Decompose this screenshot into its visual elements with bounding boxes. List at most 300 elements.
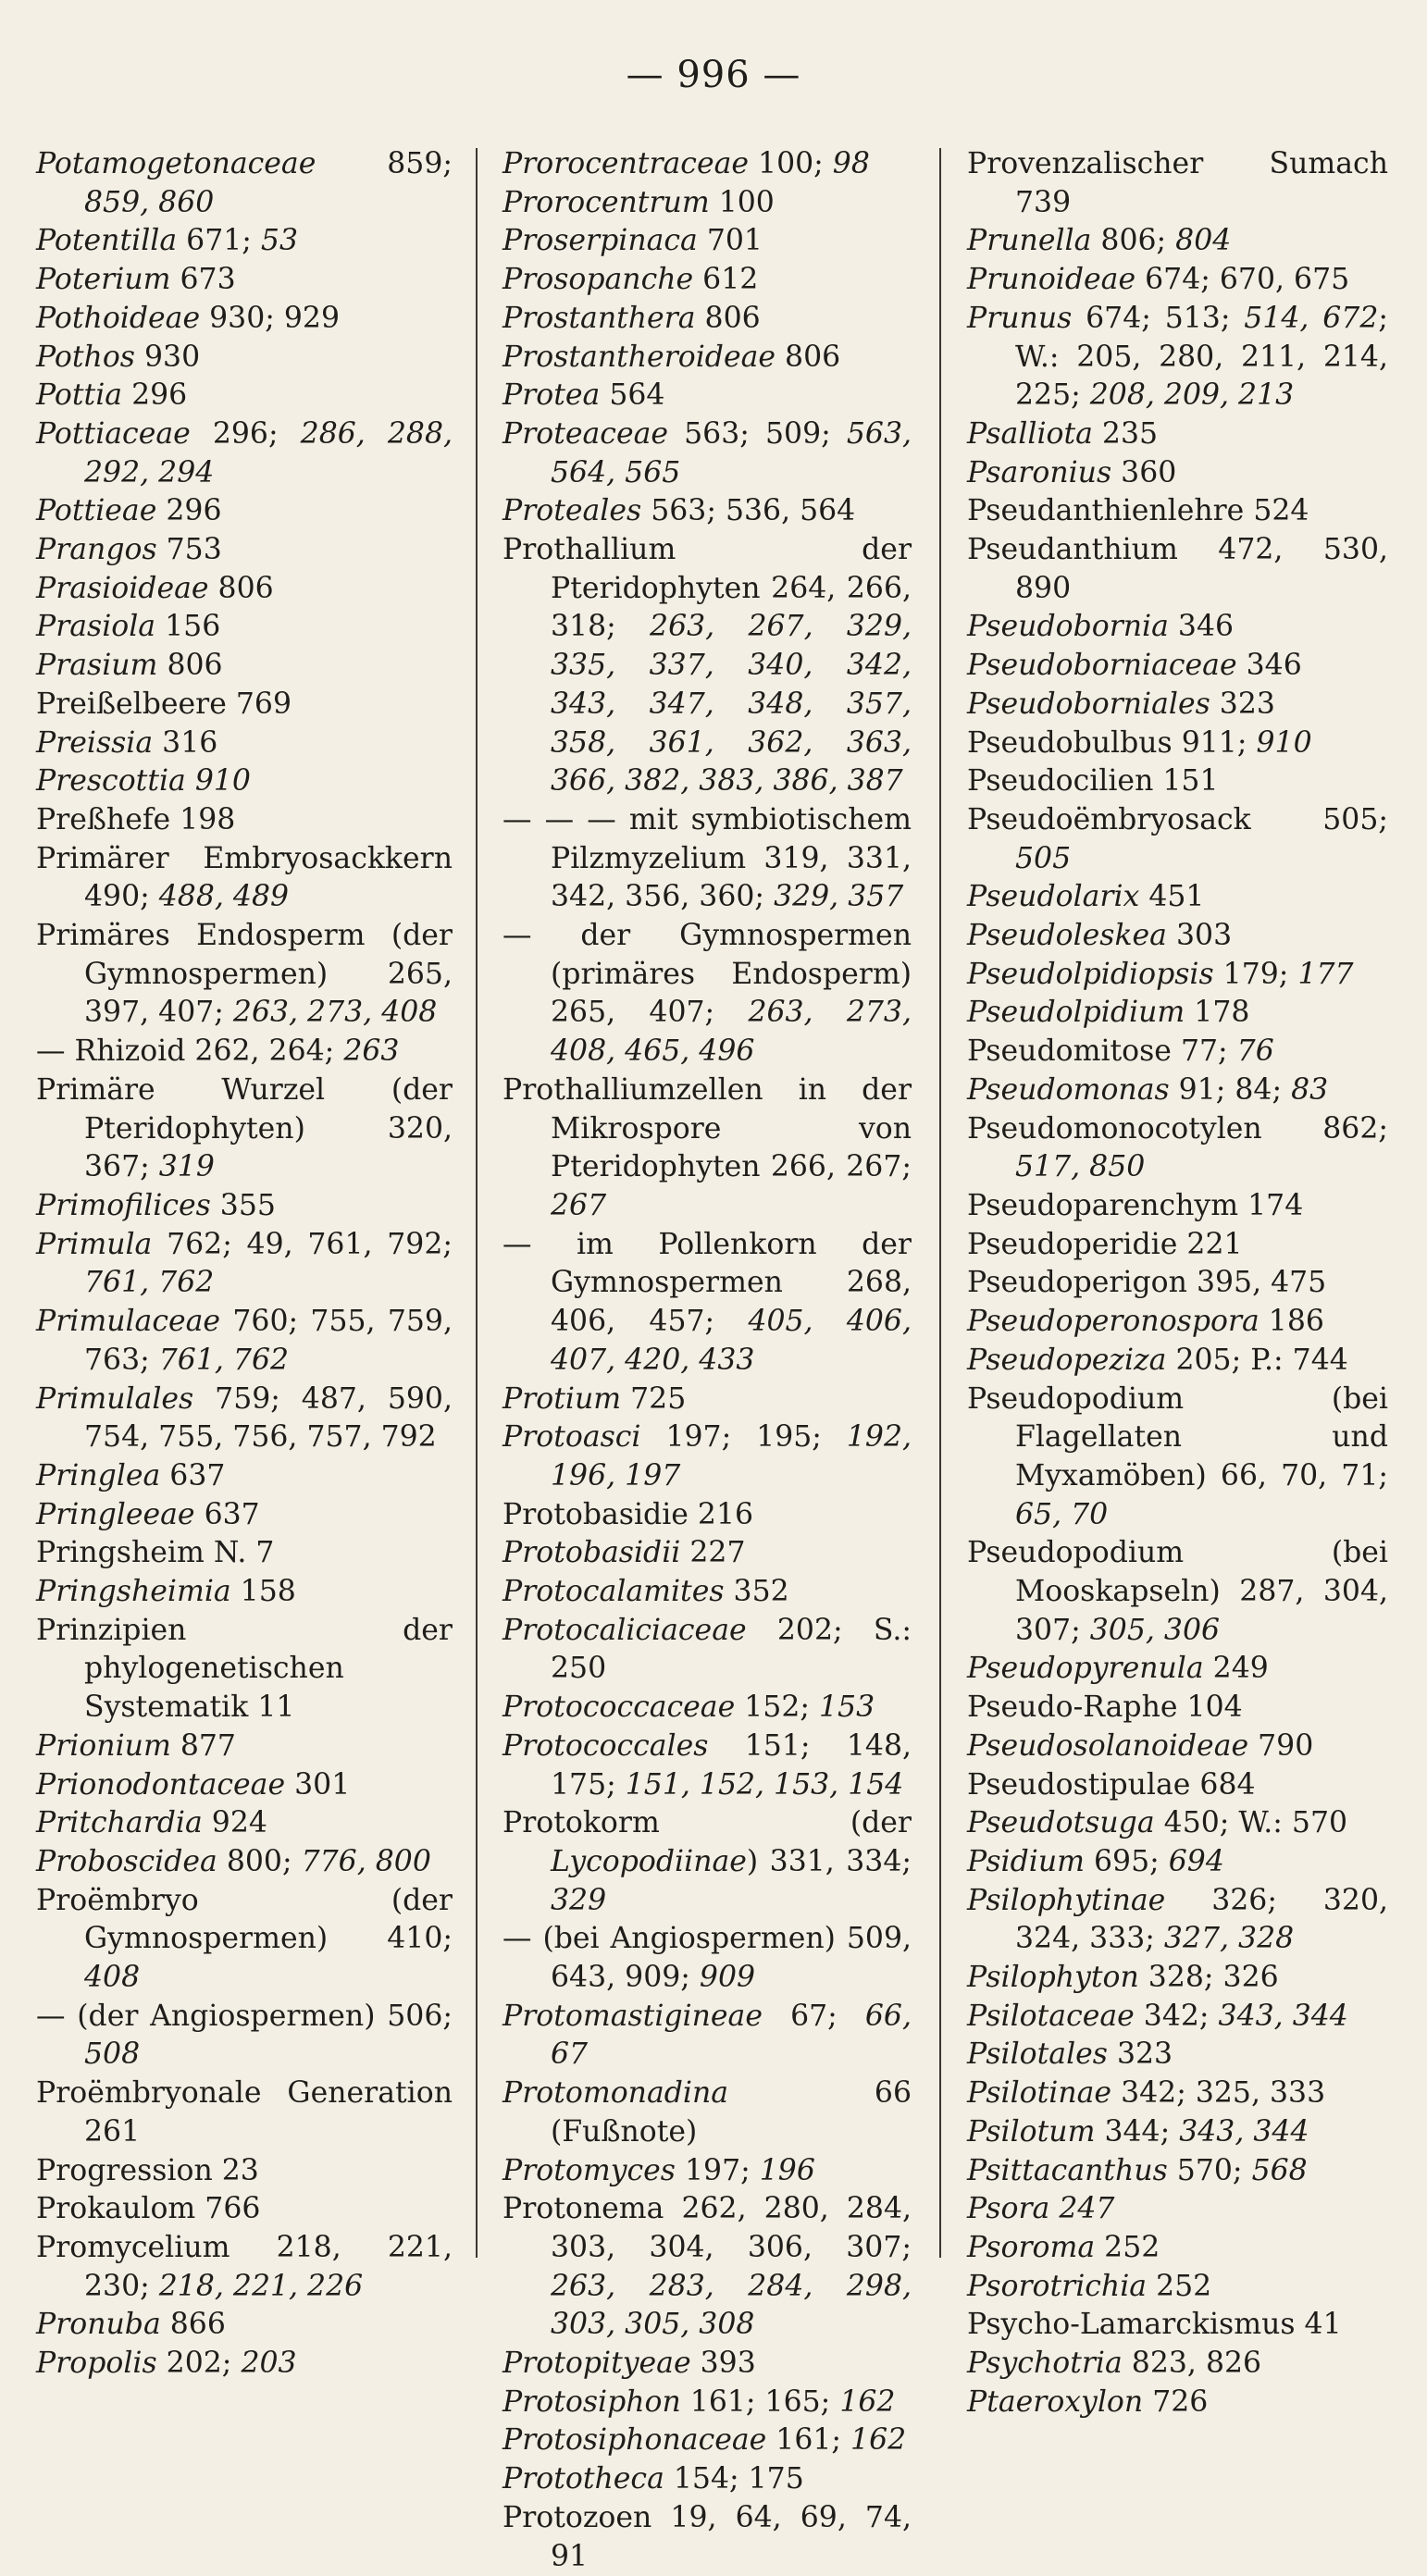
entry-text: Pseudobulbus 911; xyxy=(967,725,1257,760)
entry-italic-text: 327, 328 xyxy=(1163,1922,1295,1956)
index-entry xyxy=(967,994,1388,1033)
entry-text: 866 xyxy=(160,2308,226,2342)
entry-text: — der Gymnospermen (primäres Endosperm) 265, 407; xyxy=(503,919,912,1030)
entry-text: Primärer Embryosackkern 490; xyxy=(36,841,453,914)
entry-text: 450; W.: 570 xyxy=(1154,1806,1348,1840)
entry-italic-text: Psorotrichia xyxy=(967,2269,1148,2303)
entry-italic-text: Psilotales xyxy=(967,2037,1108,2072)
entry-italic-text: 263 xyxy=(343,1034,400,1069)
entry-text: — Rhizoid 262, 264; xyxy=(36,1034,344,1069)
entry-italic-text: Potamogetonaceae xyxy=(36,147,316,180)
index-entry xyxy=(36,1303,453,1380)
index-entry xyxy=(967,647,1388,686)
entry-italic-text: 319 xyxy=(158,1150,215,1184)
entry-text: — im Pollenkorn der Gymnospermen 268, 406, 457; xyxy=(503,1227,912,1339)
entry-italic-text: 98 xyxy=(832,147,870,180)
entry-text: 674; 513; xyxy=(1072,301,1245,335)
entry-italic-text: Prunus xyxy=(967,301,1073,335)
index-entry xyxy=(967,2190,1388,2229)
index-entry xyxy=(503,1226,912,1381)
entry-italic-text: 218, 221, 226 xyxy=(158,2269,364,2303)
index-entry xyxy=(967,2074,1388,2113)
entry-text: 252 xyxy=(1095,2230,1160,2264)
entry-text: 323 xyxy=(1210,687,1275,721)
entry-italic-text: Protoasci xyxy=(503,1420,641,1455)
index-entry xyxy=(967,300,1388,415)
entry-italic-text: 488, 489 xyxy=(158,880,290,914)
entry-italic-text: Pothoideae xyxy=(36,301,201,335)
index-entry xyxy=(967,1766,1388,1805)
entry-text: 806; xyxy=(1091,224,1176,258)
entry-italic-text: Protosiphon xyxy=(503,2384,681,2419)
index-entry xyxy=(36,1882,453,1998)
index-entry xyxy=(967,2268,1388,2307)
entry-text: 451 xyxy=(1139,880,1205,914)
index-entry xyxy=(36,415,453,492)
index-entry xyxy=(36,647,453,686)
index-column-1 xyxy=(36,145,453,2384)
entry-text: 355 xyxy=(210,1188,276,1222)
entry-italic-text: Psilotaceae xyxy=(967,1999,1135,2033)
entry-text: 323 xyxy=(1107,2037,1173,2072)
entry-text: 328; 326 xyxy=(1138,1961,1279,1995)
entry-italic-text: 76 xyxy=(1236,1034,1274,1069)
entry-text: Promycelium 218, 221, 230; xyxy=(36,2230,453,2303)
entry-italic-text: Proboscidea xyxy=(36,1844,217,1878)
index-entry xyxy=(36,261,453,300)
index-entry xyxy=(36,801,453,840)
entry-italic-text: 761, 762 xyxy=(84,1266,215,1300)
index-entry xyxy=(36,300,453,339)
entry-text: Protobasidie 216 xyxy=(503,1497,754,1531)
entry-italic-text: Primula xyxy=(36,1227,153,1261)
index-entry xyxy=(503,2384,912,2422)
entry-italic-text: Primulaceae xyxy=(36,1305,221,1339)
index-entry xyxy=(503,492,912,531)
entry-italic-text: Protopityeae xyxy=(503,2347,691,2381)
entry-text: 316 xyxy=(153,725,218,760)
entry-text: 695; xyxy=(1084,1844,1169,1878)
index-entry xyxy=(36,1998,453,2074)
index-entry xyxy=(36,1804,453,1843)
entry-italic-text: Pseudosolanoideae xyxy=(967,1728,1249,1763)
index-entry xyxy=(503,1689,912,1728)
entry-italic-text: Prionium xyxy=(36,1728,171,1763)
index-entry xyxy=(503,300,912,339)
entry-italic-text: Pringleeae xyxy=(36,1497,195,1531)
entry-italic-text: Protocaliciaceae xyxy=(503,1613,747,1647)
entry-text: 202; S.: 250 xyxy=(551,1613,912,1686)
entry-italic-text: Pritchardia xyxy=(36,1806,203,1840)
index-entry xyxy=(967,917,1388,956)
index-entry xyxy=(36,339,453,378)
entry-italic-text: Proserpinaca xyxy=(503,224,698,258)
entry-italic-text: Protocalamites xyxy=(503,1575,725,1609)
entry-text: 100 xyxy=(709,185,775,219)
index-entry xyxy=(967,2152,1388,2191)
entry-text: 674; 670, 675 xyxy=(1135,263,1350,297)
index-entry xyxy=(967,2345,1388,2384)
entry-italic-text: Psalliota xyxy=(967,416,1093,451)
entry-italic-text: 329 xyxy=(551,1883,607,1917)
entry-italic-text: Pseudotsuga xyxy=(967,1806,1155,1840)
entry-text: 197; xyxy=(675,2153,760,2187)
entry-italic-text: Prunella xyxy=(967,224,1092,258)
entry-italic-text: Psora 247 xyxy=(967,2192,1115,2226)
entry-text: Pseudopodium (bei Mooskapseln) 287, 304, 307; xyxy=(967,1536,1388,1647)
entry-text: 806 xyxy=(695,301,761,335)
index-entry xyxy=(503,1612,912,1689)
index-entry xyxy=(36,1381,453,1457)
index-entry xyxy=(36,1612,453,1728)
entry-italic-text: Pottieae xyxy=(36,494,157,528)
index-entry xyxy=(36,1226,453,1303)
index-entry xyxy=(36,762,453,801)
index-entry xyxy=(967,2384,1388,2422)
index-entry xyxy=(967,1071,1388,1110)
entry-italic-text: Protobasidii xyxy=(503,1536,681,1570)
index-entry xyxy=(36,1496,453,1535)
index-entry xyxy=(967,801,1388,878)
entry-italic-text: Prionodontaceae xyxy=(36,1767,286,1802)
index-entry xyxy=(503,339,912,378)
entry-italic-text: Pseudoborniales xyxy=(967,687,1210,721)
index-entry xyxy=(36,145,453,222)
entry-italic-text: Pottia xyxy=(36,378,123,413)
entry-italic-text: 305, 306 xyxy=(1089,1613,1221,1647)
index-entry xyxy=(503,1804,912,1920)
entry-text: 924 xyxy=(202,1806,267,1840)
index-entry xyxy=(36,608,453,647)
entry-italic-text: 694 xyxy=(1168,1844,1224,1878)
index-entry xyxy=(503,1381,912,1419)
entry-text: Pseudoëmbryosack 505; xyxy=(967,802,1388,836)
entry-italic-text: Pronuba xyxy=(36,2308,161,2342)
entry-italic-text: 263, 273, 408, 465, 496 xyxy=(551,996,912,1069)
index-entry xyxy=(503,917,912,1071)
entry-italic-text: 208, 209, 213 xyxy=(1089,378,1295,413)
entry-italic-text: Prunoideae xyxy=(967,263,1136,297)
entry-text: 326; 320, 324, 333; xyxy=(1015,1883,1388,1956)
entry-text: 393 xyxy=(690,2347,756,2381)
entry-text: 202; xyxy=(156,2347,242,2381)
entry-italic-text: Pseudomonas xyxy=(967,1072,1170,1107)
entry-text: 563; 509; xyxy=(668,416,847,451)
entry-italic-text: Prostanthera xyxy=(503,301,696,335)
entry-text: — (der Angiospermen) 506; xyxy=(36,1999,453,2033)
entry-text: 158 xyxy=(230,1575,296,1609)
index-entry xyxy=(967,1959,1388,1998)
entry-text: Psycho-Lamarckismus 41 xyxy=(967,2308,1342,2342)
page-number: — 996 — xyxy=(626,54,801,96)
entry-text: 564 xyxy=(600,378,665,413)
entry-italic-text: Protomastigineae xyxy=(503,1999,763,2033)
entry-text: Pseudoperigon 395, 475 xyxy=(967,1266,1327,1300)
index-entry xyxy=(36,1766,453,1805)
entry-italic-text: Psoroma xyxy=(967,2230,1096,2264)
entry-italic-text: Pseudobornia xyxy=(967,610,1169,644)
entry-italic-text: Psilotinae xyxy=(967,2076,1112,2111)
entry-italic-text: 151, 152, 153, 154 xyxy=(625,1767,904,1802)
index-entry xyxy=(967,1804,1388,1843)
entry-text: 67; xyxy=(762,1999,865,2033)
entry-text: 760; 755, 759, 763; xyxy=(84,1305,453,1377)
entry-text: — — — mit symbiotischem Pilzmyzelium 319, 331, 342, 356, 360; xyxy=(503,802,912,914)
entry-italic-text: 563, 564, 565 xyxy=(551,416,912,489)
entry-text: 725 xyxy=(621,1381,687,1416)
entry-italic-text: Psilophytinae xyxy=(967,1883,1166,1917)
entry-text: Progression 23 xyxy=(36,2153,259,2187)
entry-italic-text: Proteaceae xyxy=(503,416,669,451)
entry-italic-text: 329, 357 xyxy=(774,880,904,914)
entry-text: 301 xyxy=(285,1767,351,1802)
entry-italic-text: Lycopodiinae xyxy=(551,1844,747,1878)
index-entry xyxy=(967,608,1388,647)
index-entry xyxy=(503,1920,912,1997)
index-entry xyxy=(36,1187,453,1226)
entry-italic-text: 910 xyxy=(1256,725,1312,760)
entry-italic-text: Proteales xyxy=(503,494,642,528)
entry-italic-text: 153 xyxy=(818,1690,875,1725)
index-column-2 xyxy=(503,145,912,2576)
entry-text: 342; 325, 333 xyxy=(1111,2076,1326,2111)
entry-text: 806 xyxy=(208,571,274,605)
index-entry xyxy=(503,2499,912,2576)
index-entry xyxy=(967,2036,1388,2074)
entry-italic-text: 343, 344 xyxy=(1179,2114,1309,2149)
entry-text: 346 xyxy=(1168,610,1235,644)
index-entry xyxy=(967,1033,1388,1071)
index-entry xyxy=(36,1728,453,1766)
entry-text: 637 xyxy=(160,1458,226,1492)
index-entry xyxy=(967,1226,1388,1265)
index-entry xyxy=(503,1071,912,1226)
entry-text: Pringsheim N. 7 xyxy=(36,1536,275,1570)
entry-text: Prokaulom 766 xyxy=(36,2192,261,2226)
entry-text: 303 xyxy=(1166,919,1233,953)
entry-text: 823, 826 xyxy=(1122,2347,1262,2381)
index-entry xyxy=(967,1381,1388,1535)
entry-text: 930; 929 xyxy=(200,301,340,335)
entry-italic-text: Prototheca xyxy=(503,2462,664,2496)
entry-text: Pseudanthienlehre 524 xyxy=(967,494,1309,528)
entry-text: 179; xyxy=(1213,957,1298,991)
entry-text: — (bei Angiospermen) 509, 643, 909; xyxy=(503,1922,912,1995)
index-entry xyxy=(967,454,1388,493)
entry-italic-text: Pseudopyrenula xyxy=(967,1652,1204,1686)
entry-italic-text: 776, 800 xyxy=(301,1844,431,1878)
entry-text: 252 xyxy=(1147,2269,1212,2303)
index-entry xyxy=(36,1033,453,1071)
index-entry xyxy=(36,1457,453,1496)
entry-text: 197; 195; xyxy=(640,1420,847,1455)
index-entry xyxy=(967,1187,1388,1226)
index-entry xyxy=(967,2113,1388,2152)
index-entry xyxy=(36,2306,453,2345)
index-entry xyxy=(967,686,1388,724)
entry-text: Protokorm (der xyxy=(503,1806,912,1840)
index-entry xyxy=(503,1496,912,1535)
index-entry xyxy=(967,2306,1388,2345)
entry-text: Prothallium der Pteridophyten 264, 266, 318; xyxy=(503,533,912,644)
entry-italic-text: Prasiola xyxy=(36,610,156,644)
entry-italic-text: Pseudopeziza xyxy=(967,1343,1167,1377)
entry-text: 806 xyxy=(776,340,841,374)
entry-italic-text: 65, 70 xyxy=(1015,1497,1109,1531)
index-entry xyxy=(503,377,912,415)
index-entry xyxy=(967,145,1388,222)
index-entry xyxy=(967,531,1388,608)
entry-italic-text: Pringsheimia xyxy=(36,1575,231,1609)
entry-italic-text: 196 xyxy=(759,2153,815,2187)
entry-italic-text: Protococcales xyxy=(503,1728,709,1763)
column-divider xyxy=(476,148,478,2258)
index-entry xyxy=(967,261,1388,300)
entry-text: 227 xyxy=(680,1536,746,1570)
entry-text: 344; xyxy=(1095,2114,1180,2149)
entry-text: 753 xyxy=(156,533,222,567)
entry-text: 235 xyxy=(1092,416,1159,451)
entry-text: 563; 536, 564 xyxy=(641,494,856,528)
index-entry xyxy=(36,1573,453,1612)
entry-text: Preißelbeere 769 xyxy=(36,687,292,721)
entry-italic-text: Psaronius xyxy=(967,455,1112,489)
entry-italic-text: Pringlea xyxy=(36,1458,161,1492)
entry-italic-text: 286, 288, 292, 294 xyxy=(84,416,453,489)
entry-italic-text: 162 xyxy=(850,2423,907,2458)
entry-italic-text: 66, 67 xyxy=(551,1999,912,2072)
entry-italic-text: Pseudoperonospora xyxy=(967,1305,1259,1339)
entry-italic-text: 177 xyxy=(1297,957,1354,991)
entry-text: Primäres Endosperm (der Gymnospermen) 265, 397, 407; xyxy=(36,919,453,1030)
entry-italic-text: Prorocentraceae xyxy=(503,147,750,180)
entry-text: 186 xyxy=(1259,1305,1324,1339)
index-entry xyxy=(967,1534,1388,1650)
entry-italic-text: Preissia xyxy=(36,725,154,760)
entry-italic-text: 408 xyxy=(84,1961,141,1995)
entry-italic-text: Primulales xyxy=(36,1381,194,1416)
entry-text: 205; P.: 744 xyxy=(1166,1343,1348,1377)
index-entry xyxy=(503,2074,912,2151)
index-entry xyxy=(503,1573,912,1612)
index-entry xyxy=(36,2074,453,2151)
entry-text: Provenzalischer Sumach 739 xyxy=(967,147,1388,219)
entry-italic-text: Pottiaceae xyxy=(36,416,191,451)
index-entry xyxy=(36,492,453,531)
index-entry xyxy=(503,145,912,184)
entry-italic-text: Pseudoborniaceae xyxy=(967,649,1237,683)
entry-italic-text: 263, 273, 408 xyxy=(232,996,438,1030)
index-entry xyxy=(503,1998,912,2074)
entry-text: 91; 84; xyxy=(1169,1072,1292,1107)
entry-text: Protozoen 19, 64, 69, 74, 91 xyxy=(503,2500,912,2573)
index-entry xyxy=(36,686,453,724)
entry-text: 726 xyxy=(1143,2384,1209,2419)
index-entry xyxy=(967,1998,1388,2037)
entry-text: ; W.: 205, 280, 211, 214, 225; xyxy=(1015,301,1389,413)
entry-italic-text: Prosopanche xyxy=(503,263,694,297)
index-entry xyxy=(503,2421,912,2460)
entry-italic-text: Prasioideae xyxy=(36,571,209,605)
entry-italic-text: Primofilices xyxy=(36,1188,211,1222)
index-entry xyxy=(967,956,1388,995)
entry-italic-text: 505 xyxy=(1015,841,1072,875)
entry-text: 161; xyxy=(766,2423,851,2458)
entry-italic-text: Protium xyxy=(503,1381,622,1416)
entry-text: 790 xyxy=(1248,1728,1314,1763)
index-entry xyxy=(36,917,453,1033)
entry-italic-text: 267 xyxy=(551,1188,607,1222)
entry-italic-text: 761, 762 xyxy=(158,1343,290,1377)
index-column-3 xyxy=(967,145,1388,2421)
entry-italic-text: 909 xyxy=(699,1961,756,1995)
entry-text: 296 xyxy=(156,494,222,528)
entry-italic-text: Pseudoleskea xyxy=(967,919,1167,953)
entry-text: 930 xyxy=(134,340,201,374)
entry-text: Primäre Wurzel (der Pteridophyten) 320, 367; xyxy=(36,1072,453,1184)
entry-italic-text: Pseudolarix xyxy=(967,880,1140,914)
entry-text: 612 xyxy=(693,263,759,297)
entry-text: Pseudocilien 151 xyxy=(967,764,1219,799)
index-entry xyxy=(36,2229,453,2306)
entry-italic-text: Psychotria xyxy=(967,2347,1123,2381)
index-entry xyxy=(36,2345,453,2384)
index-entry xyxy=(967,492,1388,531)
entry-text: 100; xyxy=(749,147,833,180)
entry-italic-text: 203 xyxy=(241,2347,297,2381)
entry-italic-text: 859, 860 xyxy=(84,185,215,219)
entry-text: ) 331, 334; xyxy=(746,1844,912,1878)
index-entry xyxy=(967,1728,1388,1766)
entry-text: 346 xyxy=(1236,649,1302,683)
index-entry xyxy=(967,1110,1388,1187)
entry-text: 249 xyxy=(1203,1652,1269,1686)
entry-italic-text: Prasium xyxy=(36,649,158,683)
entry-italic-text: 508 xyxy=(84,2037,141,2072)
index-entry xyxy=(503,801,912,917)
index-entry xyxy=(36,1843,453,1882)
entry-italic-text: 192, 196, 197 xyxy=(551,1420,912,1492)
entry-text: 637 xyxy=(194,1497,260,1531)
index-entry xyxy=(36,377,453,415)
index-entry xyxy=(503,222,912,261)
entry-italic-text: 405, 406, 407, 420, 433 xyxy=(551,1305,912,1377)
index-entry xyxy=(967,1650,1388,1689)
entry-italic-text: 568 xyxy=(1251,2153,1308,2187)
entry-italic-text: Ptaeroxylon xyxy=(967,2384,1144,2419)
entry-text: 762; 49, 761, 792; xyxy=(152,1227,453,1261)
entry-text: 759; 487, 590, 754, 755, 756, 757, 792 xyxy=(84,1381,453,1455)
index-entry xyxy=(503,2190,912,2345)
entry-italic-text: 263, 267, 329, 335, 337, 340, 342, 343, 347, 348, 357, 358, 361, 362, 363, 366, 382, 383, 386, 387 xyxy=(551,610,912,799)
index-entry xyxy=(967,1689,1388,1728)
entry-italic-text: 53 xyxy=(260,224,298,258)
entry-text: 66 (Fußnote) xyxy=(551,2076,912,2149)
index-entry xyxy=(503,2152,912,2191)
entry-text: Pseudopodium (bei Flagellaten und Myxamöben) 66, 70, 71; xyxy=(967,1381,1388,1492)
entry-text: Protonema 262, 280, 284, 303, 304, 306, 307; xyxy=(503,2192,912,2264)
index-entry xyxy=(503,2460,912,2499)
entry-italic-text: 263, 283, 284, 298, 303, 305, 308 xyxy=(551,2269,912,2342)
entry-italic-text: Prangos xyxy=(36,533,157,567)
entry-text: 178 xyxy=(1185,996,1250,1030)
index-entry xyxy=(967,878,1388,917)
entry-italic-text: 514, 672 xyxy=(1244,301,1379,335)
entry-italic-text: Protea xyxy=(503,378,601,413)
index-entry xyxy=(967,1342,1388,1381)
entry-text: Prothalliumzellen in der Mikrospore von Pteridophyten 266, 267; xyxy=(503,1072,912,1184)
entry-text: 673 xyxy=(170,263,236,297)
